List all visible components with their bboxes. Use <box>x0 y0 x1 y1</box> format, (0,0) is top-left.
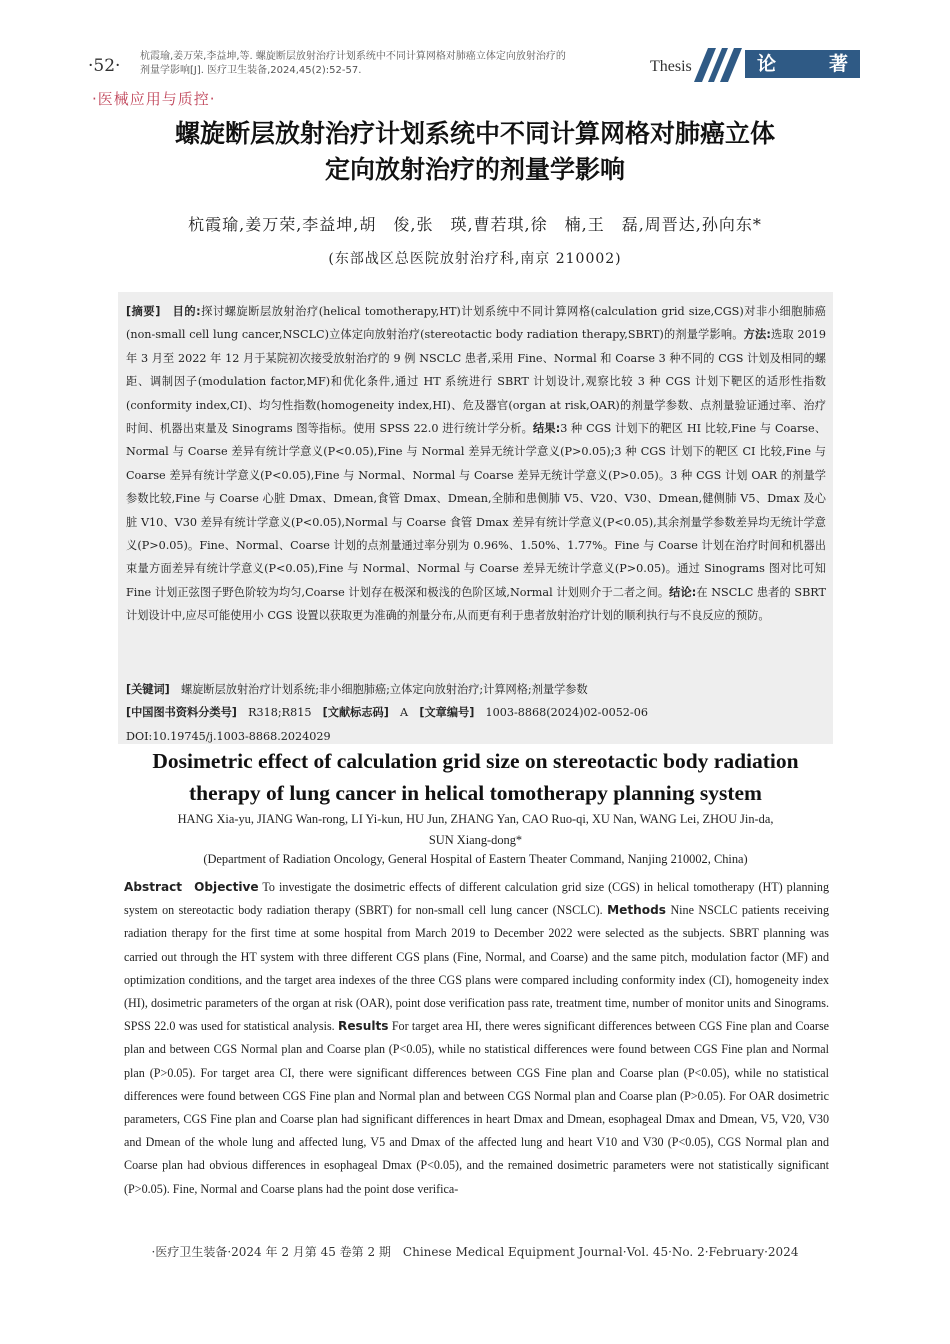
methods-label-cn: 方法: <box>743 328 771 342</box>
authors-en-line-1: HANG Xia-yu, JIANG Wan-rong, LI Yi-kun, HU Jun, ZHANG Yan, CAO Ruo-qi, XU Nan, WANG Lei, ZHOU Jin-da, <box>177 812 774 826</box>
doc-code-label: [文献标志码] <box>322 706 389 720</box>
methods-cn: 选取 2019 年 3 月至 2022 年 12 月于某院初次接受放射治疗的 9 例 NSCLC 患者,采用 Fine、Normal 和 Coarse 3 种不同的 CGS 计划及相同的螺距、调制因子(modulation factor,MF)和优化条件,通过 HT 系统进行 SBRT 计划设计,观察比较 3 种 CGS 计划下靶区的适形性指数(conformity index,CI)、均匀性指数(homogeneity index,HI)、危及器官(organ at risk,OAR)的剂量学参数、点剂量验证通过率、治疗时间、机器出束量及 Sinograms 图等指标。使用 SPSS 22.0 进行统计学分析。 <box>126 328 826 436</box>
clc-label: [中国图书资料分类号] <box>126 706 237 720</box>
article-title-cn <box>60 116 890 188</box>
classification-row <box>126 701 826 724</box>
slash-decoration <box>694 48 742 82</box>
article-no-value: 1003-8868(2024)02-0052-06 <box>485 706 648 720</box>
doc-code-value: A <box>400 706 409 720</box>
article-no-label: [文章编号] <box>419 706 475 720</box>
objective-en: To investigate the dosimetric effects of different calculation grid size (CGS) in helical tomotherapy (HT) planning system on stereotactic body radiation therapy (SBRT) for non-small cell lung cancer (NSCLC). <box>124 880 829 918</box>
keywords: 螺旋断层放射治疗计划系统;非小细胞肺癌;立体定向放射治疗;计算网格;剂量学参数 <box>181 683 588 696</box>
citation-text <box>140 50 630 78</box>
citation-line-1: 杭霞瑜,姜万荣,李益坤,等. 螺旋断层放射治疗计划系统中不同计算网格对肺癌立体定向放射治疗的 <box>140 51 566 62</box>
title-cn-line-2: 定向放射治疗的剂量学影响 <box>324 155 625 184</box>
authors-en <box>118 809 833 851</box>
keywords-label: [关键词] <box>126 683 170 696</box>
results-en: For target area HI, there weres significant differences between CGS Fine plan and Coarse plan and between CGS Normal plan and Coarse plan (P<0.05), while no statistical differences were found between CGS Fine plan and Normal plan (P>0.05). For target area CI, there were significant differences between CGS Fine plan and Coarse plan (P<0.05), while no statistical differences were found between CGS Fine plan and Normal plan and between CGS Normal plan and Coarse plan (P>0.05). For OAR dosimetric parameters, CGS Fine plan and Coarse plan had significant differences in heart Dmax and Dmean, esophageal Dmax and Dmean, V5, V20, V30 and Dmean of the whole lung and affected lung, V5 and Dmax of the affected lung and heart V10 and V30 (P<0.05), CGS Normal plan and Coarse plan had obvious differences in esophageal Dmax (P<0.05), and the remained dosimetric parameters were not statistically significant (P>0.05). Fine, Normal and Coarse plans had the point dose verifica- <box>124 1019 830 1196</box>
affiliation-en: (Department of Radiation Oncology, General Hospital of Eastern Theater Command, Nanjing 210002, China) <box>203 852 748 866</box>
title-cn-line-1: 螺旋断层放射治疗计划系统中不同计算网格对肺癌立体 <box>174 119 775 148</box>
page-number: ·52· <box>88 56 121 76</box>
results-cn: 3 种 CGS 计划下的靶区 HI 比较,Fine 与 Coarse、Normal 与 Coarse 差异有统计学意义(P<0.05),Fine 与 Normal 差异无统计学意义(P>0.05);3 种 CGS 计划下的靶区 CI 比较,Fine 与 Coarse 差异有统计学意义(P<0.05),Fine 与 Normal、Normal 与 Coarse 差异无统计学意义(P>0.05)。3 种 CGS 计划 OAR 的剂量学参数比较,Fine 与 Coarse 心脏 Dmax、Dmean,食管 Dmax、Dmean,全肺和患侧肺 V5、V20、V30、Dmean,健侧肺 V5、Dmax 及心脏 V10、V30 差异有统计学意义(P<0.05),Normal 与 Coarse 食管 Dmax 差异有统计学意义(P<0.05),其余剂量学参数差异均无统计学意义(P>0.05)。Fine、Normal、Coarse 计划的点剂量通过率分别为 0.96%、1.50%、1.77%。Fine 与 Coarse 计划在治疗时间和机器出束量方面差异有统计学意义(P<0.05),Fine 与 Normal、Normal 与 Coarse 差异无统计学意义(P>0.05)。通过 Sinograms 图对比可知 Fine 计划正弦图子野色阶较为均匀,Coarse 计划存在极深和极浅的色阶区域,Normal 计划则介于二者之间。 <box>126 422 827 599</box>
affiliation-cn: (东部战区总医院放射治疗科,南京 210002) <box>328 251 622 267</box>
abstract-cn <box>126 300 826 628</box>
abstract-en <box>124 876 829 1201</box>
objective-label-cn: 目的: <box>172 305 201 318</box>
objective-cn: 探讨螺旋断层放射治疗(helical tomotherapy,HT)计划系统中不同计算网格(calculation grid size,CGS)对非小细胞肺癌(non-small cell lung cancer,NSCLC)立体定向放射治疗(stereotactic body radiation therapy,SBRT)的剂量学影响。 <box>126 305 826 342</box>
objective-label-en: Objective <box>194 880 259 894</box>
page-footer: ·医疗卫生装备·2024 年 2 月第 45 卷第 2 期 Chinese Medical Equipment Journal·Vol. 45·No. 2·February·2024 <box>151 1245 799 1259</box>
clc-value: R318;R815 <box>248 706 312 720</box>
methods-en: Nine NSCLC patients receiving radiation therapy for the first time at some hospital from March 2019 to December 2022 were selected as the subjects. SBRT planning was carried out through the HT system with three different CGS plans (Fine, Normal, and Coarse) and the same pitch, modulation factor (MF) and optimization conditions, and the target area indexes of the three CGS plans were compared including conformity index (CI), homogeneity index (HI), dosimetric parameters of the organ at risk (OAR), point dose verification pass rate, treatment time, number of monitor units and Sinograms. SPSS 22.0 was used for statistical analysis. <box>124 903 829 1034</box>
methods-label-en: Methods <box>607 903 666 918</box>
conclusion-cn: 在 NSCLC 患者的 SBRT 计划设计中,应尽可能使用小 CGS 设置以获取更为准确的剂量分布,从而更有利于患者放射治疗计划的顺利执行与不良反应的预防。 <box>126 585 826 623</box>
doi: DOI:10.19745/j.1003-8868.2024029 <box>126 729 331 743</box>
abstract-en-label: Abstract <box>124 880 183 894</box>
citation-line-2: 剂量学影响[J]. 医疗卫生装备,2024,45(2):52-57. <box>140 65 362 76</box>
article-title-en <box>118 745 833 809</box>
column-tag-char-2: 著 <box>828 53 848 75</box>
results-label-en: Results <box>338 1019 389 1034</box>
section-label: ·医械应用与质控· <box>92 90 216 108</box>
title-en-line-1: Dosimetric effect of calculation grid size on stereotactic body radiation <box>152 749 799 773</box>
authors-en-line-2: SUN Xiang-dong* <box>428 833 523 847</box>
column-tag-char-1: 论 <box>757 53 777 75</box>
abstract-cn-label: [摘要] <box>126 305 161 318</box>
column-tag <box>745 50 860 78</box>
results-label-cn: 结果: <box>533 422 561 436</box>
thesis-label: Thesis <box>650 58 692 75</box>
article-meta <box>126 678 826 748</box>
authors-cn: 杭霞瑜,姜万荣,李益坤,胡 俊,张 瑛,曹若琪,徐 楠,王 磊,周晋达,孙向东* <box>188 215 762 234</box>
conclusion-label-cn: 结论: <box>669 585 697 599</box>
title-en-line-2: therapy of lung cancer in helical tomotherapy planning system <box>189 781 762 805</box>
keywords-row <box>126 678 826 701</box>
